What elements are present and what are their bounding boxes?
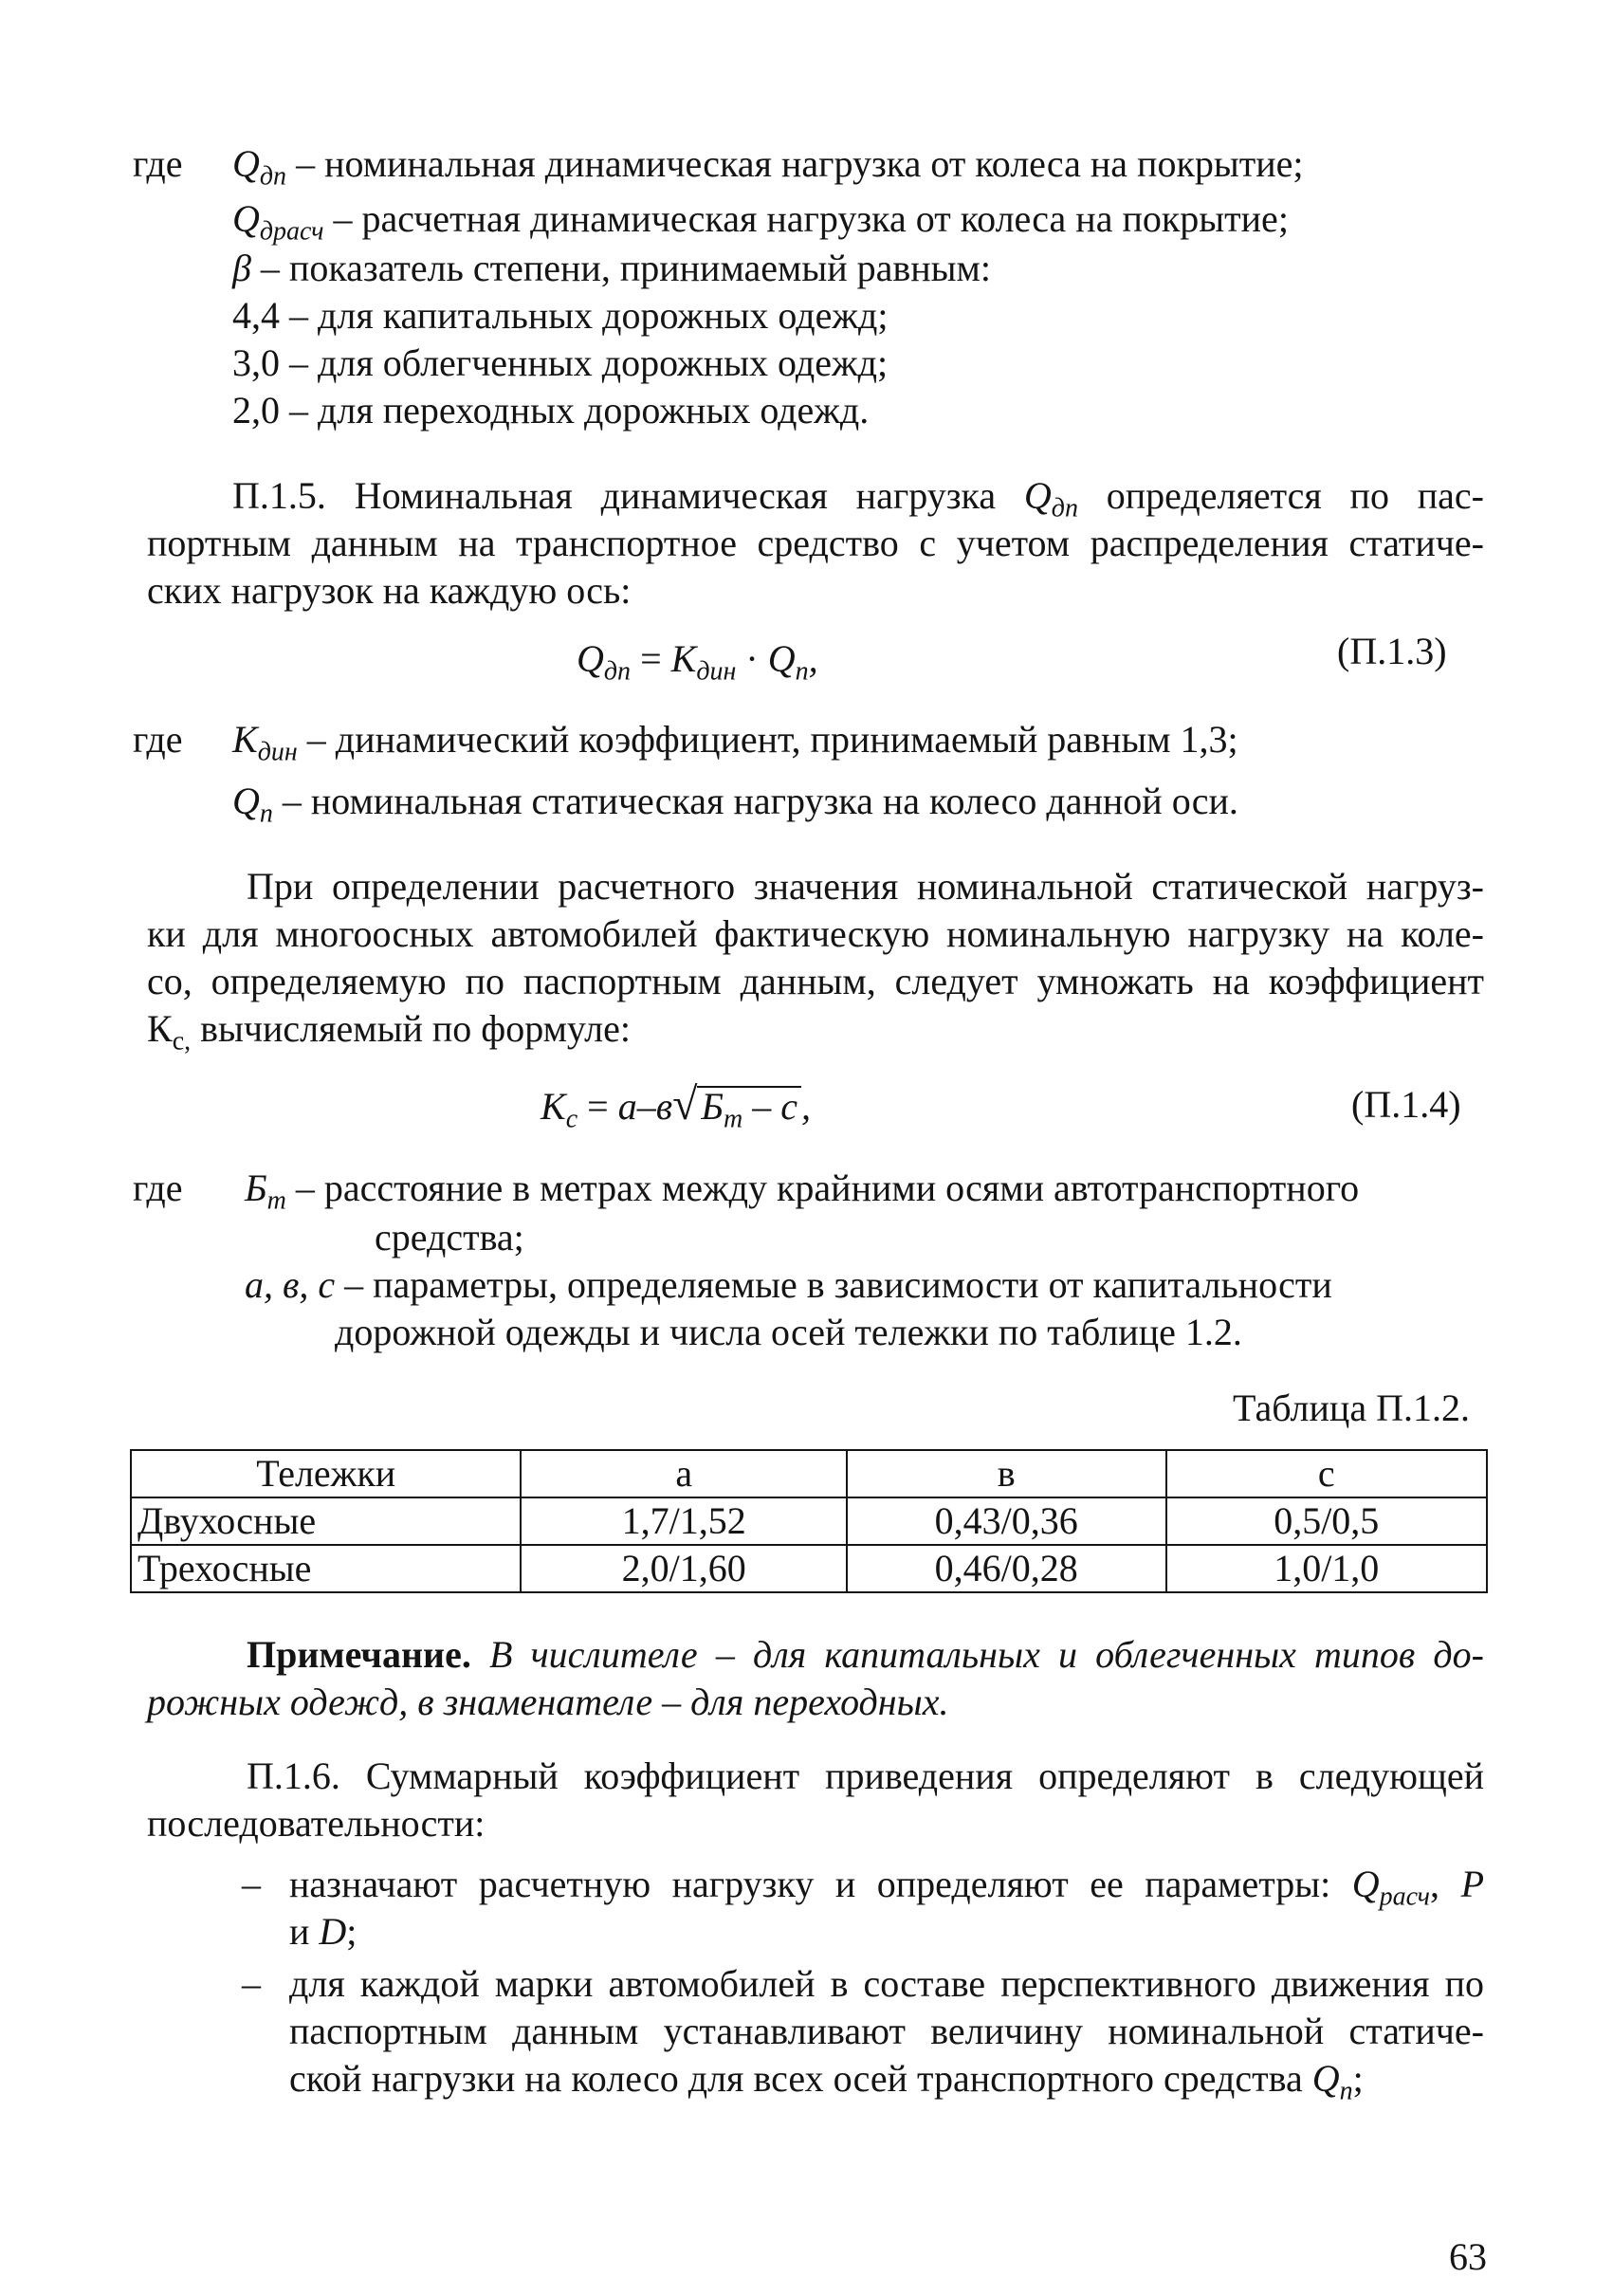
where-label-2: где [133,718,183,761]
def-q-p: $Q_п$ – номинальная статическая нагрузка на колесо данной оси. [232,780,1238,829]
coefficients-table [130,1449,1488,1593]
table-caption: Таблица П.1.2. [1233,1387,1470,1429]
table-cell: Двухосные [131,1497,521,1545]
table-header-row [131,1450,1487,1497]
table-cell: 1,0/1,0 [1166,1545,1487,1592]
table-cell: 0,46/0,28 [847,1545,1166,1592]
table-cell: 1,7/1,52 [521,1497,846,1545]
def-b-t: $Б_т$ – расстояние в метрах между крайними осями автотранспортного [245,1166,1360,1216]
table-cell: 0,5/0,5 [1166,1497,1487,1545]
def-abc: а, в, с – параметры, определяемые в зависимости от капитальности [245,1263,1332,1306]
table-cell: Трехосные [131,1545,521,1592]
paragraph-p16: П.1.6. Суммарный коэффициент приведения определяют в следующей последовательности: [147,1754,1484,1845]
bullet-dash: – [242,1962,261,2005]
where-label-1: где [133,142,183,185]
def-beta: β – показатель степени, принимаемый равным: [232,247,991,289]
table-cell: 0,43/0,36 [847,1497,1166,1545]
bullet-item-1: назначают расчетную нагрузку и определяют ее параметры: $Q_{расч}$, Р и D; [289,1863,1484,1953]
def-abc-cont: дорожной одежды и числа осей тележки по таблице 1.2. [335,1311,1242,1353]
paragraph-multiaxle: При определении расчетного значения номинальной статической нагруз- ки для многоосных автомобилей фактическую номинальную нагрузку на коле- со, определяемую по паспортным данным, следует умножать на коэффициент $К_{с,}$ вычисляемый по формуле: [147,865,1484,1056]
page-number: 63 [1449,2235,1487,2278]
formula-number-p14: (П.1.4) [1351,1083,1461,1126]
def-q-drasch: $Q_{драсч}$ – расчетная динамическая нагрузка от колеса на покрытие; [232,197,1289,247]
def-beta-transitional: 2,0 – для переходных дорожных одежд. [232,389,870,432]
bullet-item-2: для каждой марки автомобилей в составе перспективного движения по паспортным данным устанавливают величину номинальной статиче- ской нагрузки на колесо для всех осей транспортного средства $Q_п$; [289,1962,1484,2106]
paragraph-p15: П.1.5. Номинальная динамическая нагрузка $Q_{дп}$ определяется по пас- портным данным на транспортное средство с учетом распределения статиче- ских нагрузок на каждую ось: [147,474,1484,612]
header-cell: Тележки [131,1450,521,1497]
def-b-t-cont: средства; [375,1216,524,1258]
bullet-dash: – [242,1863,261,1905]
formula-p13: $Q_{дп} = K_{дин} \cdot Q_п$, [577,637,818,687]
def-beta-capital: 4,4 – для капитальных дорожных одежд; [232,294,889,337]
where-label-3: где [133,1166,183,1209]
def-q-dp: $Q_{дп}$ – номинальная динамическая нагрузка от колеса на покрытие; [232,142,1304,192]
header-cell: в [847,1450,1166,1497]
header-cell: с [1166,1450,1487,1497]
def-beta-light: 3,0 – для облегченных дорожных одежд; [232,341,889,384]
table-cell: 2,0/1,60 [521,1545,846,1592]
formula-p14: $K_с = а-в√$ $Б_т$ – с , [541,1079,811,1134]
table-row [131,1497,1487,1545]
def-k-din: $K_{дин}$ – динамический коэффициент, принимаемый равным 1,3; [232,718,1238,767]
table-note: Примечание. В числителе – для капитальных и облегченных типов до- рожных одежд, в знаменателе – для переходных. [147,1633,1484,1723]
header-cell: а [521,1450,846,1497]
table-row [131,1545,1487,1592]
formula-number-p13: (П.1.3) [1337,630,1447,672]
